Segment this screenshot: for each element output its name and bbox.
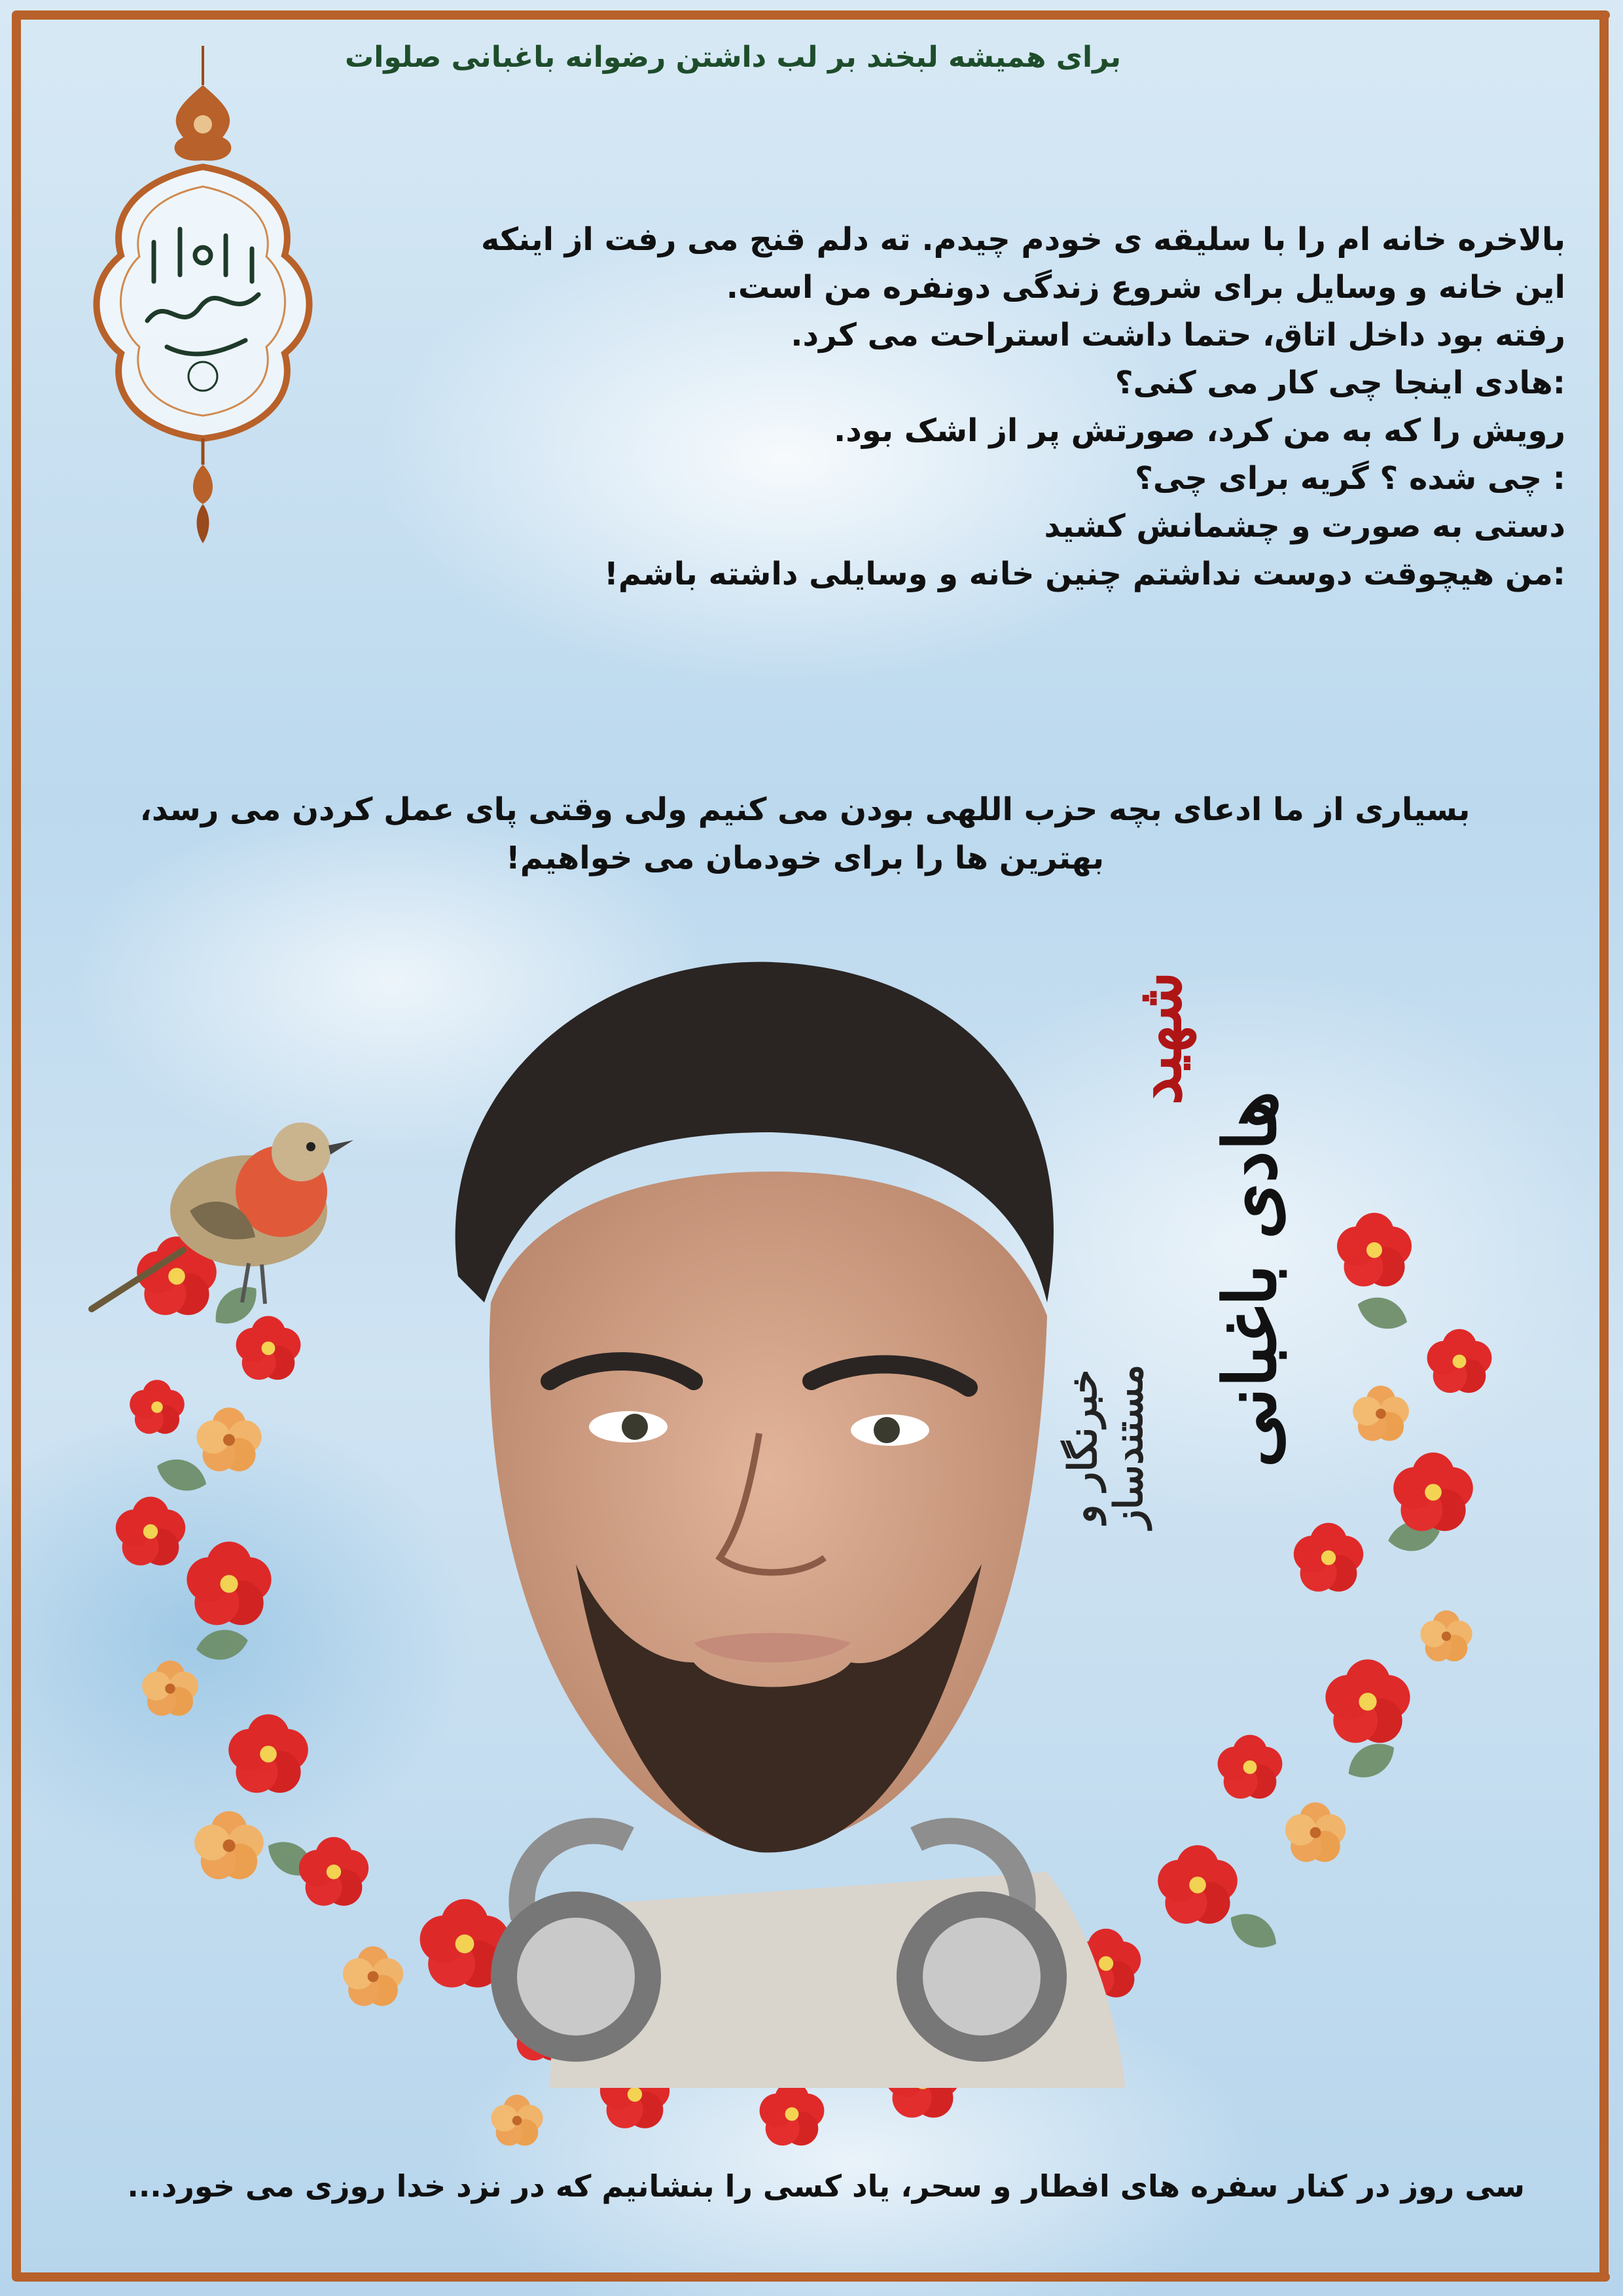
bird-image [85,1113,360,1329]
story-line: این خانه و وسایل برای شروع زندگی دونفره من است. [726,269,1565,306]
frame-left-border [12,10,21,2282]
story-line: :من هیچوقت دوست نداشتم چنین خانه و وسایلی داشته باشم! [603,556,1565,592]
story-line: رویش را که به من کرد، صورتش پر از اشک بود. [834,412,1565,449]
story-line: :هادی اینجا چی کار می کنی؟ [1115,365,1565,401]
frame-right-border [1599,10,1609,2282]
story-line: : چی شده ؟ گریه برای چی؟ [1135,460,1565,497]
story-line: رفته بود داخل اتاق، حتما داشت استراحت می کرد. [791,317,1565,353]
quote-line: بهترین ها را برای خودمان می خواهیم! [505,840,1105,876]
story-line: بالاخره خانه ام را با سلیقه ی خودم چیدم. ته دلم قنج می رفت از اینکه [480,221,1565,258]
dedication-text: برای همیشه لبخند بر لب داشتن رضوانه باغبانی صلوات [344,41,1122,74]
story-line: دستی به صورت و چشمانش کشید [1044,508,1565,545]
quote-line: بسیاری از ما ادعای بچه حزب اللهی بودن می کنیم ولی وقتی پای عمل کردن می رسد، [139,791,1471,828]
closing-text: سی روز در کنار سفره های افطار و سحر، یاد کسی را بنشانیم که در نزد خدا روزی می خورد... [127,2168,1525,2204]
title-shahid: شهید [1121,971,1196,1105]
story-text [257,216,1565,598]
title-name: هادی باغبانی [1207,1090,1293,1468]
title-role: خبرنگار و مستندساز [1060,1364,1152,1529]
frame-bottom-border [13,2272,1610,2282]
frame-top-border [13,10,1610,20]
quote-text [118,785,1492,882]
